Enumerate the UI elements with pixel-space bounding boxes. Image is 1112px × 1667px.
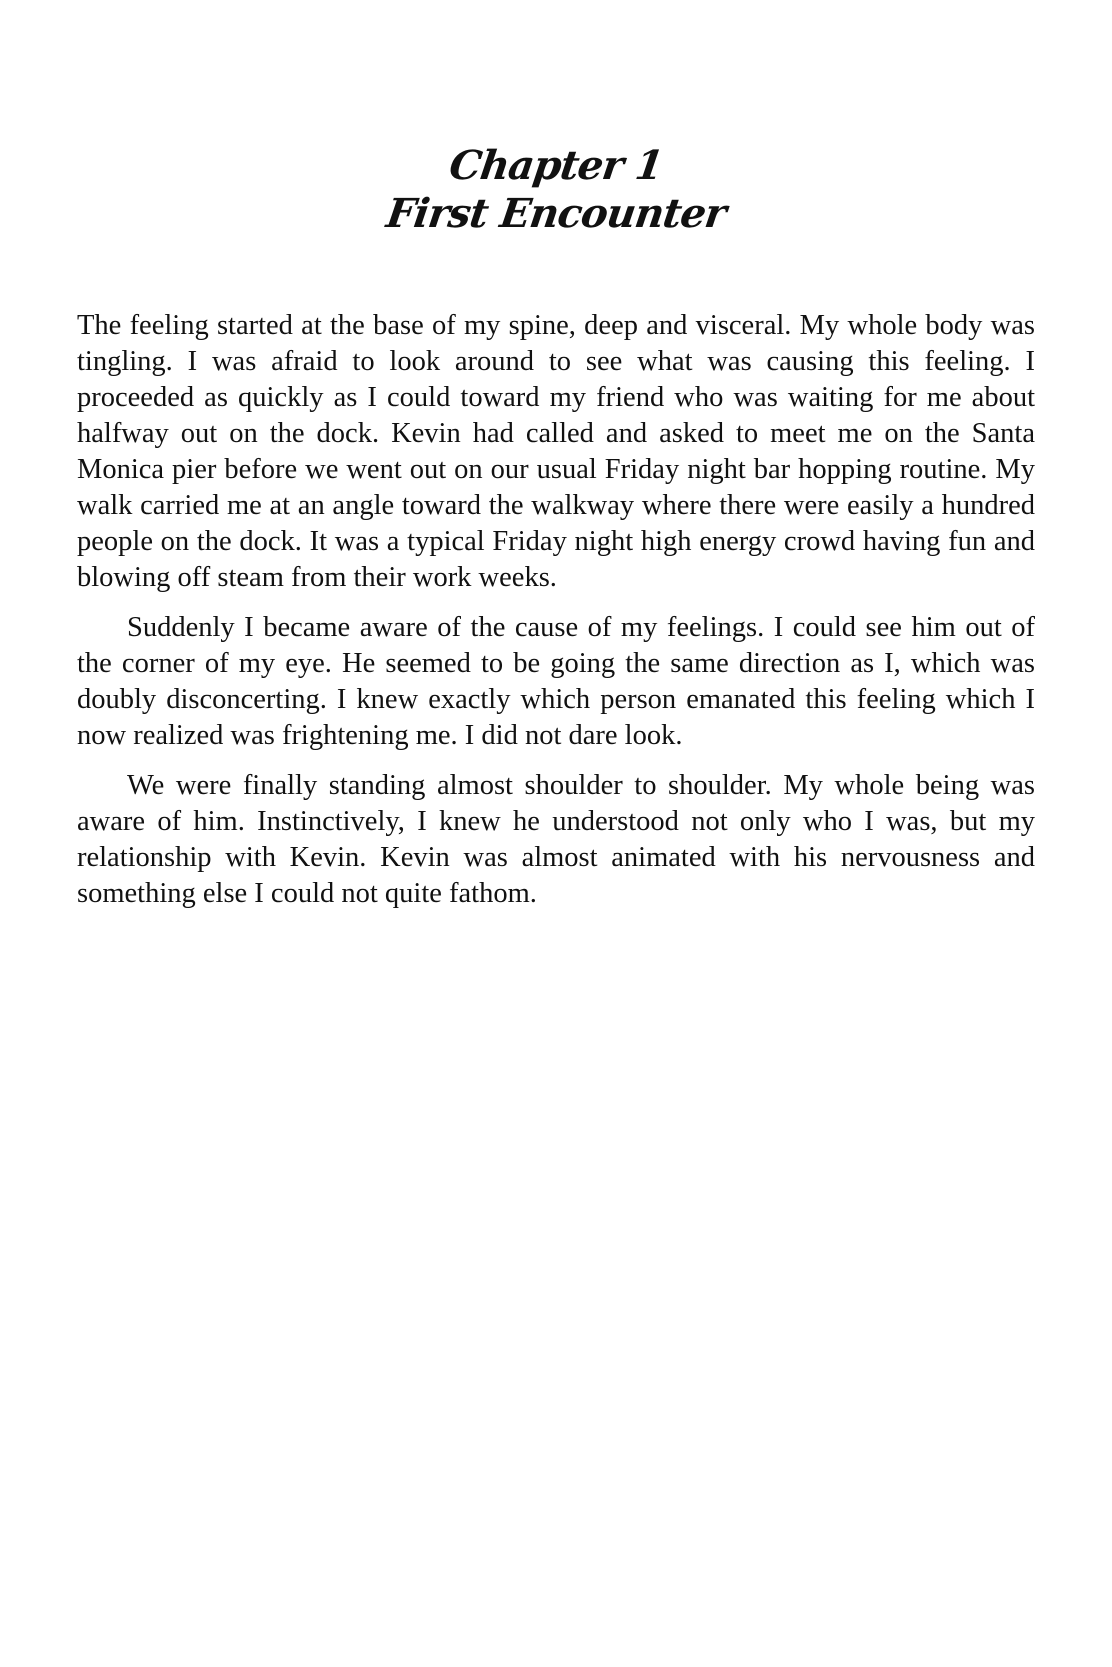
chapter-body: [77, 308, 1035, 926]
paragraph: Suddenly I became aware of the cause of my feelings. I could see him out of the corner of my eye. He seemed to be going the same direction as I, which was doubly disconcerting. I knew exactly which person emanated this feeling which I now realized was frightening me. I did not dare look.: [77, 612, 1035, 751]
chapter-heading: [0, 142, 1112, 238]
paragraph: The feeling started at the base of my spine, deep and visceral. My whole body was tingling. I was afraid to look around to see what was causing this feeling. I proceeded as quickly as I could toward my friend who was waiting for me about halfway out on the dock. Kevin had called and asked to meet me on the Santa Monica pier before we went out on our usual Friday night bar hopping routine. My walk carried me at an angle toward the walkway where there were easily a hundred people on the dock. It was a typical Friday night high energy crowd having fun and blowing off steam from their work weeks.: [77, 310, 1035, 593]
chapter-title: First Encounter: [383, 190, 729, 237]
paragraph: We were finally standing almost shoulder to shoulder. My whole being was aware of him. Instinctively, I knew he understood not only who I was, but my relationship with Kevin. Kevin was almost animated with his nervousness and something else I could not quite fathom.: [77, 770, 1035, 909]
chapter-number: Chapter 1: [446, 142, 666, 189]
